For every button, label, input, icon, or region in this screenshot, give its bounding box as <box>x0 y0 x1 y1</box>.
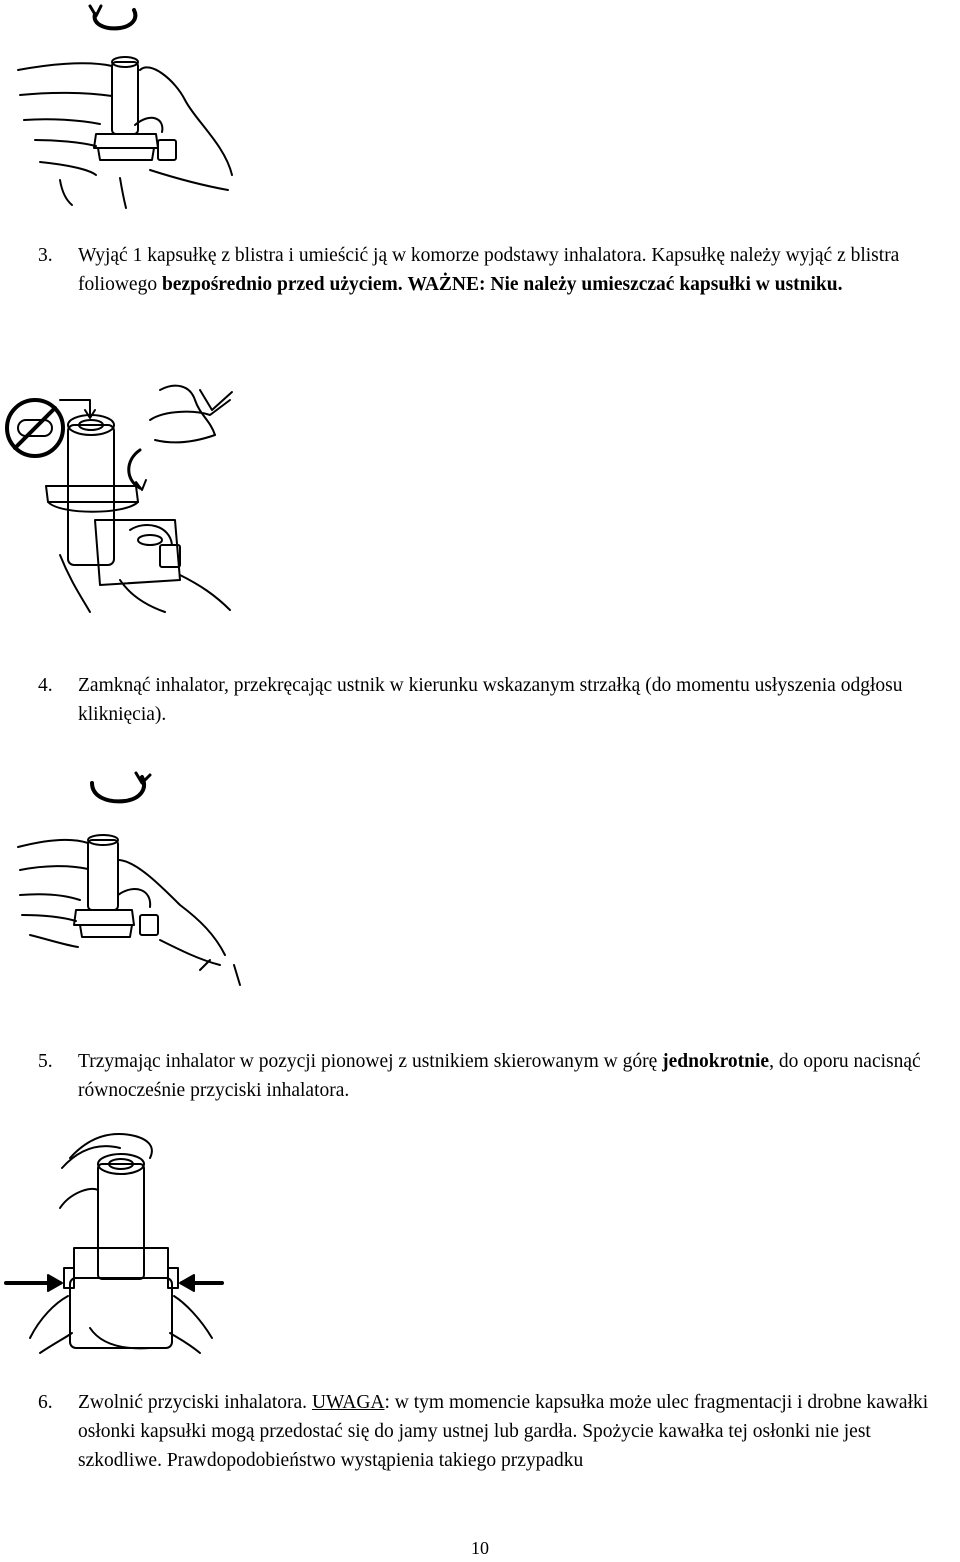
page-number: 10 <box>471 1538 489 1558</box>
step-4-text: Zamknąć inhalator, przekręcając ustnik w kierunku wskazanym strzałką (do momentu usłyszenia odgłosu kliknięcia). <box>78 675 903 725</box>
inhaler-press-buttons-illustration <box>0 1128 240 1358</box>
step-5 <box>38 1047 958 1105</box>
step-5-text-bold: jednokrotnie <box>662 1051 770 1072</box>
figure-open-inhaler <box>0 0 240 210</box>
step-6-text-b: : w tym momencie kapsułka może ulec fragmentacji i drobne kawałki osłonki kapsułki mogą przedostać się do jamy ustnej lub gardła. Spożycie kawałka tej osłonki nie jest szkodliwe. Prawdopodobieństwo wystąpienia takiego przypadku <box>78 1392 929 1471</box>
step-6-number: 6. <box>38 1392 53 1413</box>
figure-press-buttons <box>0 1128 240 1358</box>
step-6-text-a: Zwolnić przyciski inhalatora. <box>78 1392 312 1413</box>
step-5-text-a: Trzymając inhalator w pozycji pionowej z ustnikiem skierowanym w górę <box>78 1051 663 1072</box>
step-6-text-underline: UWAGA <box>311 1392 385 1413</box>
inhaler-close-rotate-illustration <box>0 765 250 990</box>
step-5-text-b: , do oporu nacisnąć równocześnie przyciski inhalatora. <box>78 1051 921 1101</box>
step-3-text-a: Wyjąć 1 kapsułkę z blistra i umieścić ją w komorze podstawy inhalatora. Kapsułkę należy wyjąć z blistra foliowego <box>78 245 900 295</box>
figure-insert-capsule <box>0 380 250 615</box>
step-6 <box>38 1388 958 1475</box>
step-3-warning-text: WAŻNE: Nie należy umieszczać kapsułki w ustniku. <box>407 274 843 295</box>
step-3 <box>38 241 958 299</box>
step-4-number: 4. <box>38 675 53 696</box>
step-3-number: 3. <box>38 245 53 266</box>
step-4 <box>38 671 958 729</box>
step-5-number: 5. <box>38 1051 53 1072</box>
capsule-in-chamber-illustration <box>0 380 250 615</box>
figure-close-inhaler <box>0 765 250 990</box>
inhaler-open-hand-illustration <box>0 0 240 210</box>
step-3-text-bold-a: bezpośrednio przed użyciem. <box>161 274 403 295</box>
